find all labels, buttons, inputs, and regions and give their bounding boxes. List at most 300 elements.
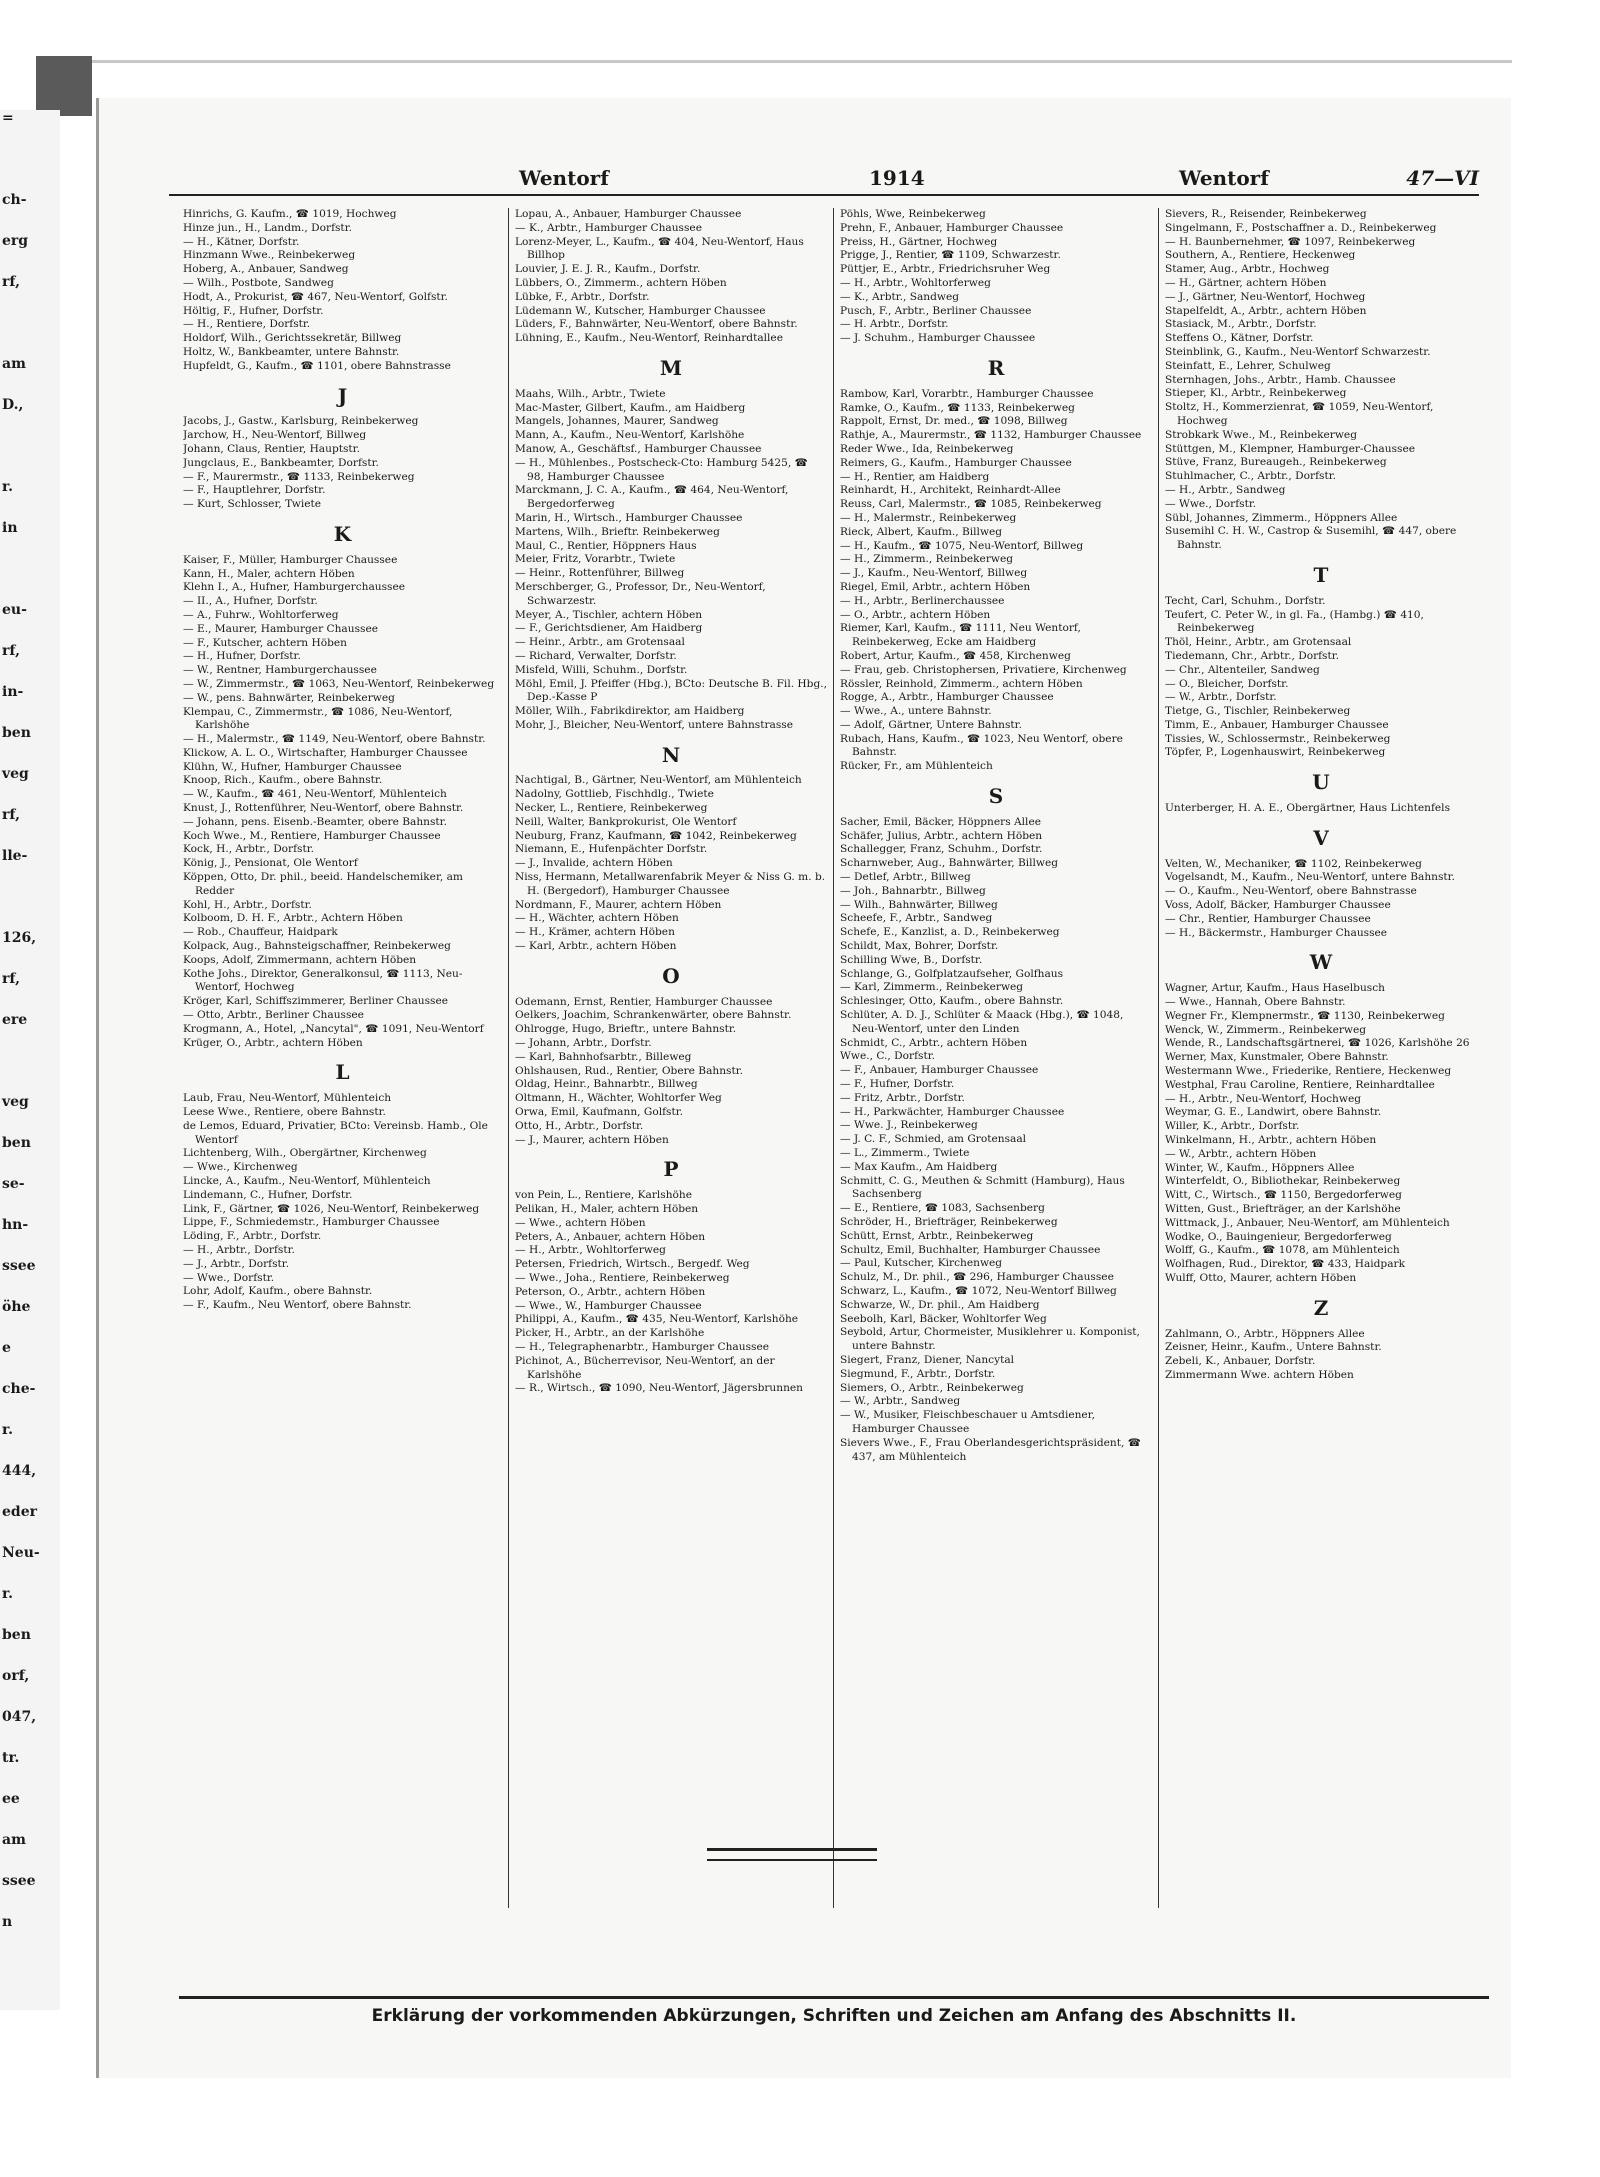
directory-entry: Ohlrogge, Hugo, Brieftr., untere Bahnstr. (515, 1023, 737, 1036)
section-letter: W (1309, 950, 1333, 975)
section-letter: M (659, 355, 683, 380)
directory-entry: — W., Arbtr., Sandweg (840, 1395, 961, 1408)
prev-page-fragment: Neu- (2, 1545, 40, 1561)
directory-entry: — J., Kaufm., Neu-Wentorf, Billweg (840, 567, 1028, 580)
directory-entry: Möller, Wilh., Fabrikdirektor, am Haidberg (515, 705, 745, 718)
directory-entry: Nadolny, Gottlieb, Fischhdlg., Twiete (515, 788, 714, 801)
directory-entry: Oelkers, Joachim, Schrankenwärter, obere Bahnstr. (515, 1009, 792, 1022)
directory-entry: — H., Kaufm., ☎ 1075, Neu-Wentorf, Billweg (840, 539, 1084, 552)
directory-entry: — A., Fuhrw., Wohltorferweg (183, 608, 339, 621)
directory-entry: — Johann, Arbtr., Dorfstr. (515, 1037, 652, 1050)
prev-page-fragment: se- (2, 1176, 25, 1192)
directory-entry: Strobkark Wwe., M., Reinbekerweg (1165, 428, 1357, 441)
directory-entry: Holdorf, Wilh., Gerichtssekretär, Billweg (183, 332, 402, 345)
directory-entry: Steffens O., Kätner, Dorfstr. (1165, 332, 1314, 345)
directory-entry: Zebeli, K., Anbauer, Dorfstr. (1165, 1355, 1316, 1368)
prev-page-fragment: hn- (2, 1217, 29, 1233)
directory-entry: Kröger, Karl, Schiffszimmerer, Berliner Chaussee (183, 995, 449, 1008)
directory-entry: Krüger, O., Arbtr., achtern Höben (183, 1036, 363, 1049)
directory-entry: Philippi, A., Kaufm., ☎ 435, Neu-Wentorf, Karlshöhe (515, 1313, 799, 1326)
directory-entry: Hinzmann Wwe., Reinbekerweg (183, 249, 356, 262)
directory-entry: Merschberger, G., Professor, Dr., Neu-Wentorf, Schwarzestr. (515, 580, 766, 607)
directory-entry: — Rob., Chauffeur, Haidpark (183, 926, 338, 939)
directory-entry: Wodke, O., Bauingenieur, Bergedorferweg (1165, 1230, 1392, 1243)
directory-entry: Weymar, G. E., Landwirt, obere Bahnstr. (1165, 1106, 1382, 1119)
prev-page-fragment: ere (2, 1012, 28, 1028)
directory-entry: Sievers, R., Reisender, Reinbekerweg (1165, 208, 1367, 220)
directory-entry: — J., Invalide, achtern Höben (515, 857, 673, 870)
directory-entry: — Chr., Rentier, Hamburger Chaussee (1165, 912, 1371, 925)
prev-page-fragment: rf, (2, 274, 20, 290)
prev-page-fragment: ssee (2, 1873, 36, 1889)
directory-entry: Wolfhagen, Rud., Direktor, ☎ 433, Haidpark (1165, 1258, 1406, 1271)
directory-entry: Töpfer, P., Logenhauswirt, Reinbekerweg (1165, 746, 1386, 759)
directory-entry: Necker, L., Rentiere, Reinbekerweg (515, 802, 708, 815)
directory-entry: Zahlmann, O., Arbtr., Höppners Allee (1165, 1327, 1365, 1340)
directory-entry: Schwarz, L., Kaufm., ☎ 1072, Neu-Wentorf Billweg (840, 1284, 1117, 1297)
directory-entry: — F., Hufner, Dorfstr. (840, 1078, 955, 1091)
directory-entry: Oltmann, H., Wächter, Wohltorfer Weg (515, 1092, 722, 1105)
directory-entry: Rogge, A., Arbtr., Hamburger Chaussee (840, 691, 1054, 704)
directory-entry: Meier, Fritz, Vorarbtr., Twiete (515, 553, 676, 566)
directory-entry: Schulz, M., Dr. phil., ☎ 296, Hamburger Chaussee (840, 1271, 1114, 1284)
prev-page-fragment: r. (2, 1422, 13, 1438)
directory-entry: Singelmann, F., Postschaffner a. D., Reinbekerweg (1165, 221, 1437, 234)
directory-entry: — Max Kaufm., Am Haidberg (840, 1160, 998, 1173)
directory-entry: Hinze jun., H., Landm., Dorfstr. (183, 221, 352, 234)
page-number: 47—VI (1406, 166, 1479, 190)
directory-entry: — W., Kaufm., ☎ 461, Neu-Wentorf, Mühlenteich (183, 788, 447, 801)
directory-entry: Rambow, Karl, Vorarbtr., Hamburger Chaussee (840, 387, 1094, 400)
directory-entry: — H., Malermstr., ☎ 1149, Neu-Wentorf, obere Bahnstr. (183, 733, 486, 746)
directory-entry: Lopau, A., Anbauer, Hamburger Chaussee (515, 208, 742, 220)
directory-entry: Siegert, Franz, Diener, Nancytal (840, 1353, 1015, 1366)
prev-page-fragment: öhe (2, 1299, 31, 1315)
directory-entry: Laub, Frau, Neu-Wentorf, Mühlenteich (183, 1092, 392, 1105)
directory-entry: Siemers, O., Arbtr., Reinbekerweg (840, 1381, 1024, 1394)
directory-entry: Steinfatt, E., Lehrer, Schulweg (1165, 359, 1331, 372)
directory-entry: Riegel, Emil, Arbtr., achtern Höben (840, 580, 1031, 593)
directory-entry: Odemann, Ernst, Rentier, Hamburger Chaussee (515, 995, 773, 1008)
directory-entry: Tietge, G., Tischler, Reinbekerweg (1165, 705, 1351, 718)
directory-entry: — F., Maurermstr., ☎ 1133, Reinbekerweg (183, 470, 415, 483)
directory-entry: Lorenz-Meyer, L., Kaufm., ☎ 404, Neu-Wentorf, Haus Billhop (515, 235, 804, 262)
directory-entry: — Fritz, Arbtr., Dorfstr. (840, 1091, 965, 1104)
directory-entry: Lüdemann W., Kutscher, Hamburger Chaussee (515, 304, 766, 317)
directory-entry: Lindemann, C., Hufner, Dorfstr. (183, 1188, 353, 1201)
directory-entry: Scharnweber, Aug., Bahnwärter, Billweg (840, 857, 1059, 870)
prev-page-fragment: r. (2, 1586, 13, 1602)
directory-entry: Sacher, Emil, Bäcker, Höppners Allee (840, 815, 1041, 828)
directory-entry: Neill, Walter, Bankprokurist, Ole Wentorf (515, 815, 737, 828)
directory-entry: Mohr, J., Bleicher, Neu-Wentorf, untere Bahnstrasse (515, 718, 793, 731)
directory-entry: Tiedemann, Chr., Arbtr., Dorfstr. (1165, 649, 1340, 662)
directory-entry: Wegner Fr., Klempnermstr., ☎ 1130, Reinbekerweg (1165, 1009, 1445, 1022)
section-letter: L (335, 1060, 350, 1085)
directory-entry: Mangels, Johannes, Maurer, Sandweg (515, 415, 719, 428)
directory-entry: Löding, F., Arbtr., Dorfstr. (183, 1230, 322, 1243)
directory-entry: Stasiack, M., Arbtr., Dorfstr. (1165, 318, 1317, 331)
directory-entry: de Lemos, Eduard, Privatier, BCto: Vereinsb. Hamb., Ole Wentorf (183, 1119, 488, 1146)
directory-entry: — F., Anbauer, Hamburger Chaussee (840, 1064, 1039, 1077)
directory-entry: Holtz, W., Bankbeamter, untere Bahnstr. (183, 345, 400, 358)
directory-entry: Westphal, Frau Caroline, Rentiere, Reinhardtallee (1165, 1078, 1435, 1091)
directory-entry: Unterberger, H. A. E., Obergärtner, Haus Lichtenfels (1165, 802, 1451, 815)
directory-entry: — H., Arbtr., Neu-Wentorf, Hochweg (1165, 1092, 1362, 1105)
directory-entry: Timm, E., Anbauer, Hamburger Chaussee (1165, 718, 1389, 731)
directory-entry: Schwarze, W., Dr. phil., Am Haidberg (840, 1298, 1040, 1311)
directory-entry: Mac-Master, Gilbert, Kaufm., am Haidberg (515, 401, 746, 414)
directory-entry: Kohl, H., Arbtr., Dorfstr. (183, 898, 312, 911)
prev-page-fragment: erg (2, 233, 29, 249)
directory-entry: Rubach, Hans, Kaufm., ☎ 1023, Neu Wentorf, obere Bahnstr. (840, 732, 1123, 759)
directory-entry: Witten, Gust., Briefträger, an der Karlshöhe (1165, 1203, 1401, 1215)
directory-entry: Möhl, Emil, J. Pfeiffer (Hbg.), BCto: Deutsche B. Fil. Hbg., Dep.-Kasse P (515, 677, 827, 704)
prev-page-fragment: ch- (2, 192, 27, 208)
prev-page-fragment: lle- (2, 848, 28, 864)
directory-entry: — Johann, pens. Eisenb.-Beamter, obere Bahnstr. (183, 815, 447, 828)
directory-entry: Link, F., Gärtner, ☎ 1026, Neu-Wentorf, Reinbekerweg (183, 1202, 480, 1215)
directory-entry: Hinrichs, G. Kaufm., ☎ 1019, Hochweg (183, 208, 397, 220)
prev-page-fragment: rf, (2, 643, 20, 659)
directory-entry: König, J., Pensionat, Ole Wentorf (183, 857, 358, 870)
directory-entry: Lüders, F., Bahnwärter, Neu-Wentorf, obere Bahnstr. (515, 318, 798, 331)
directory-entry: — R., Wirtsch., ☎ 1090, Neu-Wentorf, Jägersbrunnen (515, 1382, 803, 1395)
section-letter: U (1312, 770, 1330, 795)
directory-entry: — W., Arbtr., Dorfstr. (1165, 691, 1277, 704)
directory-entry: Winterfeldt, O., Bibliothekar, Reinbekerweg (1165, 1175, 1401, 1188)
directory-entry: Krogmann, A., Hotel, „Nancytal", ☎ 1091, Neu-Wentorf (183, 1022, 484, 1035)
directory-entry: — Richard, Verwalter, Dorfstr. (515, 649, 677, 662)
directory-entry: — K., Arbtr., Sandweg (840, 290, 960, 303)
directory-entry: Rücker, Fr., am Mühlenteich (840, 760, 993, 773)
directory-column-4 (1158, 208, 1483, 1908)
prev-page-fragment: r. (2, 479, 13, 495)
directory-entry: Sübl, Johannes, Zimmerm., Höppners Allee (1165, 511, 1398, 524)
directory-entry: — J., Maurer, achtern Höben (515, 1133, 669, 1146)
prev-page-fragment: = (2, 110, 14, 126)
header-town-right: Wentorf (1179, 166, 1269, 190)
prev-page-fragment: am (2, 356, 26, 372)
directory-entry: Otto, H., Arbtr., Dorfstr. (515, 1119, 644, 1132)
directory-entry: — Wilh., Bahnwärter, Billweg (840, 898, 998, 911)
directory-entry: Schlange, G., Golfplatzaufseher, Golfhaus (840, 967, 1064, 980)
directory-entry: — Wwe., Joha., Rentiere, Reinbekerweg (515, 1271, 730, 1284)
directory-entry: — Wwe., A., untere Bahnstr. (840, 705, 992, 718)
directory-entry: Rappolt, Ernst, Dr. med., ☎ 1098, Billweg (840, 415, 1068, 428)
directory-entry: Rössler, Reinhold, Zimmerm., achtern Höben (840, 677, 1083, 690)
directory-entry: Schlesinger, Otto, Kaufm., obere Bahnstr. (840, 995, 1064, 1008)
directory-entry: Teufert, C. Peter W., in gl. Fa., (Hambg.) ☎ 410, Reinbekerweg (1165, 608, 1424, 635)
prev-page-fragment: 444, (2, 1463, 37, 1479)
directory-entry: Schultz, Emil, Buchhalter, Hamburger Chaussee (840, 1243, 1101, 1256)
directory-entry: — Wwe., Kirchenweg (183, 1161, 298, 1174)
directory-entry: — Wwe., Hannah, Obere Bahnstr. (1165, 996, 1346, 1009)
prev-page-fragment: ee (2, 1791, 20, 1807)
directory-entry: — H., Arbtr., Berlinerchaussee (840, 594, 1005, 607)
section-letter: T (1313, 562, 1329, 587)
directory-entry: — H., Krämer, achtern Höben (515, 926, 675, 939)
directory-entry: — E., Maurer, Hamburger Chaussee (183, 622, 378, 635)
directory-entry: — Karl, Bahnhofsarbtr., Billeweg (515, 1050, 692, 1063)
directory-entry: Siegmund, F., Arbtr., Dorfstr. (840, 1367, 996, 1380)
directory-entry: — H., Arbtr., Sandweg (1165, 483, 1286, 496)
directory-entry: — H., Arbtr., Wohltorferweg (515, 1244, 666, 1257)
directory-entry: — W., Zimmermstr., ☎ 1063, Neu-Wentorf, Reinbekerweg (183, 677, 495, 690)
directory-entry: Kann, H., Maler, achtern Höben (183, 567, 355, 580)
directory-entry: Sievers Wwe., F., Frau Oberlandesgerichtspräsident, ☎ 437, am Mühlenteich (840, 1436, 1141, 1463)
directory-entry: Nordmann, F., Maurer, achtern Höben (515, 898, 722, 911)
prev-page-fragment: D., (2, 397, 24, 413)
section-letter: J (337, 383, 348, 408)
prev-page-fragment: tr. (2, 1750, 20, 1766)
directory-entry: Stieper, Kl., Arbtr., Reinbekerweg (1165, 387, 1347, 400)
directory-entry: Meyer, A., Tischler, achtern Höben (515, 608, 703, 621)
directory-entry: — W., Arbtr., achtern Höben (1165, 1147, 1317, 1160)
header-year: 1914 (869, 166, 925, 190)
directory-entry: — Wwe., achtern Höben (515, 1216, 646, 1229)
directory-entry: — H., Wächter, achtern Höben (515, 912, 679, 925)
directory-entry: — H., Gärtner, achtern Höben (1165, 276, 1327, 289)
directory-entry: — F., Hauptlehrer, Dorfstr. (183, 484, 326, 497)
directory-entry: — Paul, Kutscher, Kirchenweg (840, 1257, 1003, 1270)
directory-entry: Köppen, Otto, Dr. phil., beeid. Handelschemiker, am Redder (183, 871, 463, 897)
directory-entry: Pusch, F., Arbtr., Berliner Chaussee (840, 304, 1032, 317)
directory-entry: Voss, Adolf, Bäcker, Hamburger Chaussee (1165, 899, 1391, 912)
directory-entry: Kothe Johs., Direktor, Generalkonsul, ☎ 1113, Neu-Wentorf, Hochweg (183, 967, 463, 994)
prev-page-fragment: rf, (2, 807, 20, 823)
directory-entry: — H., Malermstr., Reinbekerweg (840, 511, 1017, 524)
directory-entry: Vogelsandt, M., Kaufm., Neu-Wentorf, untere Bahnstr. (1165, 871, 1455, 884)
directory-entry: — H. Baunbernehmer, ☎ 1097, Reinbekerweg (1165, 235, 1416, 248)
directory-entry: — W., Musiker, Fleischbeschauer u Amtsdiener, Hamburger Chaussee (840, 1409, 1095, 1435)
scan-edge-mark (36, 56, 92, 116)
directory-entry: Preiss, H., Gärtner, Hochweg (840, 235, 998, 248)
directory-entry: — Wilh., Postbote, Sandweg (183, 276, 334, 289)
directory-entry: Schallegger, Franz, Schuhm., Dorfstr. (840, 843, 1043, 856)
directory-entry: — H. Arbtr., Dorfstr. (840, 318, 949, 331)
directory-entry: Höltig, F., Hufner, Dorfstr. (183, 304, 324, 317)
directory-column-2 (508, 208, 833, 1908)
directory-entry: Wolff, G., Kaufm., ☎ 1078, am Mühlenteich (1165, 1244, 1400, 1257)
directory-entry: — H., Rentiere, Dorfstr. (183, 318, 311, 331)
directory-entry: Martens, Wilh., Brieftr. Reinbekerweg (515, 525, 720, 538)
directory-entry: — L., Zimmerm., Twiete (840, 1147, 970, 1159)
directory-entry: Techt, Carl, Schuhm., Dorfstr. (1165, 594, 1326, 607)
directory-entry: Marckmann, J. C. A., Kaufm., ☎ 464, Neu-Wentorf, Bergedorferweg (515, 484, 789, 511)
directory-entry: Seebolh, Karl, Bäcker, Wohltorfer Weg (840, 1312, 1047, 1325)
directory-entry: Riemer, Karl, Kaufm., ☎ 1111, Neu Wentorf, Reinbekerweg, Ecke am Haidberg (840, 622, 1081, 649)
directory-entry: Jarchow, H., Neu-Wentorf, Billweg (183, 429, 367, 442)
directory-entry: Thöl, Heinr., Arbtr., am Grotensaal (1165, 636, 1352, 649)
scan-top-edge (92, 60, 1512, 63)
directory-entry: Schäfer, Julius, Arbtr., achtern Höben (840, 829, 1043, 842)
directory-entry: Manow, A., Geschäftsf., Hamburger Chaussee (515, 442, 762, 455)
directory-entry: Susemihl C. H. W., Castrop & Susemihl, ☎ 447, obere Bahnstr. (1165, 525, 1457, 552)
directory-entry: Koops, Adolf, Zimmermann, achtern Höben (183, 953, 417, 966)
directory-entry: Schmitt, C. G., Meuthen & Schmitt (Hamburg), Haus Sachsenberg (840, 1174, 1125, 1201)
directory-entry: — H., Rentier, am Haidberg (840, 470, 990, 483)
directory-entry: Marin, H., Wirtsch., Hamburger Chaussee (515, 511, 743, 524)
abbreviation-note: Erklärung der vorkommenden Abkürzungen, Schriften und Zeichen am Anfang des Abschnitts II. (371, 2006, 1297, 2026)
directory-entry: — F., Kaufm., Neu Wentorf, obere Bahnstr. (183, 1299, 412, 1312)
directory-entry: Nachtigal, B., Gärtner, Neu-Wentorf, am Mühlenteich (515, 774, 802, 787)
directory-entry: Kolboom, D. H. F., Arbtr., Achtern Höben (183, 912, 403, 925)
directory-entry: Leese Wwe., Rentiere, obere Bahnstr. (183, 1106, 386, 1119)
prev-page-fragment: ssee (2, 1258, 36, 1274)
directory-entry: Westermann Wwe., Friederike, Rentiere, Heckenweg (1165, 1065, 1452, 1078)
directory-entry: Niemann, E., Hufenpächter Dorfstr. (515, 843, 708, 856)
directory-entry: Zimmermann Wwe. achtern Höben (1165, 1368, 1354, 1381)
prev-page-fragment: ben (2, 1627, 31, 1643)
directory-entry: Petersen, Friedrich, Wirtsch., Bergedf. Weg (515, 1258, 750, 1271)
directory-entry: — J. Schuhm., Hamburger Chaussee (840, 332, 1036, 345)
prev-page-fragment: e (2, 1340, 11, 1356)
directory-entry: Stamer, Aug., Arbtr., Hochweg (1165, 263, 1330, 276)
section-letter: N (661, 742, 681, 767)
directory-entry: — Karl, Zimmerm., Reinbekerweg (840, 981, 1024, 994)
directory-entry: Schefe, E., Kanzlist, a. D., Reinbekerweg (840, 926, 1060, 939)
directory-entry: Maahs, Wilh., Arbtr., Twiete (515, 387, 666, 400)
directory-entry: — H., Arbtr., Dorfstr. (183, 1243, 295, 1256)
directory-entry: Reuss, Carl, Malermstr., ☎ 1085, Reinbekerweg (840, 498, 1102, 511)
directory-entry: Mann, A., Kaufm., Neu-Wentorf, Karlshöhe (515, 429, 745, 442)
directory-entry: Oldag, Heinr., Bahnarbtr., Billweg (515, 1078, 698, 1091)
directory-entry: Schütt, Ernst, Arbtr., Reinbekerweg (840, 1229, 1034, 1242)
directory-entry: Püttjer, E., Arbtr., Friedrichsruher Weg (840, 263, 1051, 276)
directory-entry: Tissies, W., Schlossermstr., Reinbekerweg (1165, 732, 1391, 745)
prev-page-fragment: veg (2, 766, 29, 782)
directory-entry: — O., Arbtr., achtern Höben (840, 608, 991, 621)
directory-entry: Wenck, W., Zimmerm., Reinbekerweg (1165, 1023, 1367, 1036)
directory-entry: — Heinr., Arbtr., am Grotensaal (515, 636, 685, 649)
directory-column-3 (833, 208, 1158, 1908)
directory-entry: Sternhagen, Johs., Arbtr., Hamb. Chaussee (1165, 373, 1396, 386)
directory-entry: Robert, Artur, Kaufm., ☎ 458, Kirchenweg (840, 649, 1071, 662)
directory-entry: Koch Wwe., M., Rentiere, Hamburger Chaussee (183, 829, 441, 842)
directory-entry: Neuburg, Franz, Kaufmann, ☎ 1042, Reinbekerweg (515, 829, 797, 842)
directory-entry: — II., A., Hufner, Dorfstr. (183, 595, 318, 608)
directory-entry: Steinblink, G., Kaufm., Neu-Wentorf Schwarzestr. (1165, 345, 1431, 358)
directory-entry: Niss, Hermann, Metallwarenfabrik Meyer & Niss G. m. b. H. (Bergedorf), Hamburger Chaussee (515, 871, 826, 897)
section-letter: S (988, 784, 1004, 809)
directory-entry: — Wwe., Dorfstr. (1165, 497, 1257, 510)
directory-entry: Werner, Max, Kunstmaler, Obere Bahnstr. (1165, 1051, 1389, 1064)
prev-page-fragment: eu- (2, 602, 27, 618)
directory-entry: Wulff, Otto, Maurer, achtern Höben (1165, 1271, 1357, 1284)
directory-entry: — Heinr., Rottenführer, Billweg (515, 567, 685, 580)
directory-entry: — Detlef, Arbtr., Billweg (840, 871, 971, 884)
directory-entry: Rathje, A., Maurermstr., ☎ 1132, Hamburger Chaussee (840, 429, 1142, 442)
directory-entry: — W., Rentner, Hamburgerchaussee (183, 664, 377, 677)
directory-entry: Kaiser, F., Müller, Hamburger Chaussee (183, 553, 398, 566)
prev-page-fragment: in- (2, 684, 24, 700)
prev-page-fragment: 126, (2, 930, 37, 946)
directory-entry: Schröder, H., Briefträger, Reinbekerweg (840, 1215, 1058, 1228)
directory-entry: — H., Zimmerm., Reinbekerweg (840, 553, 1014, 566)
prev-page-fragment: che- (2, 1381, 36, 1397)
directory-entry: Peterson, O., Arbtr., achtern Höben (515, 1285, 706, 1298)
directory-entry: Lübbers, O., Zimmerm., achtern Höben (515, 276, 727, 289)
directory-entry: — F., Kutscher, achtern Höben (183, 636, 347, 649)
section-letter: V (1313, 825, 1329, 850)
directory-entry: Maul, C., Rentier, Höppners Haus (515, 539, 697, 552)
directory-entry: — H., Kätner, Dorfstr. (183, 235, 300, 248)
directory-entry: Klühn, W., Hufner, Hamburger Chaussee (183, 760, 402, 773)
directory-entry: — W., pens. Bahnwärter, Reinbekerweg (183, 691, 395, 704)
directory-entry: Reder Wwe., Ida, Reinbekerweg (840, 442, 1014, 455)
section-letter: P (663, 1157, 679, 1182)
directory-entry: Ohlshausen, Rud., Rentier, Obere Bahnstr. (515, 1064, 744, 1077)
directory-entry: Klickow, A. L. O., Wirtschafter, Hamburger Chaussee (183, 746, 468, 759)
prev-page-fragment: eder (2, 1504, 37, 1520)
directory-entry: — H., Parkwächter, Hamburger Chaussee (840, 1105, 1065, 1118)
directory-entry: Hoberg, A., Anbauer, Sandweg (183, 263, 349, 276)
directory-entry: — J. C. F., Schmied, am Grotensaal (840, 1133, 1027, 1146)
prev-page-fragment: rf, (2, 971, 20, 987)
directory-entry: Pelikan, H., Maler, achtern Höben (515, 1203, 699, 1215)
directory-entry: Stapelfeldt, A., Arbtr., achtern Höben (1165, 304, 1367, 317)
previous-page-fragment (0, 110, 60, 2010)
directory-entry: Schilling Wwe, B., Dorfstr. (840, 953, 983, 966)
directory-entry: — Frau, geb. Christophersen, Privatiere, Kirchenweg (840, 663, 1127, 676)
directory-entry: — J., Gärtner, Neu-Wentorf, Hochweg (1165, 290, 1366, 303)
directory-entry: Seybold, Artur, Chormeister, Musiklehrer u. Komponist, untere Bahnstr. (840, 1326, 1140, 1353)
section-letter: R (987, 355, 1005, 380)
directory-entry: — Wwe., W., Hamburger Chaussee (515, 1299, 702, 1312)
directory-entry: Witt, C., Wirtsch., ☎ 1150, Bergedorferweg (1165, 1189, 1402, 1202)
directory-entry: Knust, J., Rottenführer, Neu-Wentorf, obere Bahnstr. (183, 802, 464, 815)
directory-entry: Stuhlmacher, C., Arbtr., Dorfstr. (1165, 470, 1336, 483)
prev-page-fragment: ben (2, 1135, 31, 1151)
directory-entry: Hupfeldt, G., Kaufm., ☎ 1101, obere Bahnstrasse (183, 359, 451, 372)
directory-entry: Picker, H., Arbtr., an der Karlshöhe (515, 1327, 705, 1340)
directory-entry: Wwe., C., Dorfstr. (840, 1050, 935, 1063)
directory-entry: — H., Bäckermstr., Hamburger Chaussee (1165, 926, 1388, 939)
directory-entry: Prehn, F., Anbauer, Hamburger Chaussee (840, 221, 1064, 234)
directory-entry: — Karl, Arbtr., achtern Höben (515, 940, 677, 953)
prev-page-fragment: orf, (2, 1668, 30, 1684)
directory-entry: Wende, R., Landschaftsgärtnerei, ☎ 1026, Karlshöhe 26 (1165, 1037, 1470, 1050)
directory-entry: Southern, A., Rentiere, Heckenweg (1165, 249, 1356, 262)
directory-entry: Klehn I., A., Hufner, Hamburgerchaussee (183, 581, 406, 594)
prev-page-fragment: veg (2, 1094, 29, 1110)
directory-entry: Velten, W., Mechaniker, ☎ 1102, Reinbekerweg (1165, 857, 1422, 870)
prev-page-fragment: 047, (2, 1709, 37, 1725)
directory-entry: — Joh., Bahnarbtr., Billweg (840, 884, 986, 897)
directory-entry: Peters, A., Anbauer, achtern Höben (515, 1230, 706, 1243)
directory-entry: Johann, Claus, Rentier, Hauptstr. (183, 442, 360, 455)
directory-page (96, 98, 1511, 2078)
directory-entry: Schmidt, C., Arbtr., achtern Höben (840, 1036, 1028, 1049)
directory-entry: Lühning, E., Kaufm., Neu-Wentorf, Reinhardtallee (515, 332, 783, 345)
directory-entry: Schildt, Max, Bohrer, Dorfstr. (840, 940, 999, 953)
directory-entry: Winkelmann, H., Arbtr., achtern Höben (1165, 1134, 1377, 1147)
directory-entry: Zeisner, Heinr., Kaufm., Untere Bahnstr. (1165, 1341, 1382, 1354)
section-letter: O (662, 963, 680, 988)
directory-entry: Lincke, A., Kaufm., Neu-Wentorf, Mühlenteich (183, 1175, 431, 1187)
prev-page-fragment: n (2, 1914, 13, 1930)
footer-rule (179, 1996, 1489, 1999)
directory-entry: — H., Arbtr., Wohltorferweg (840, 276, 991, 289)
directory-entry: — Wwe. J., Reinbekerweg (840, 1119, 978, 1132)
directory-entry: Klempau, C., Zimmermstr., ☎ 1086, Neu-Wentorf, Karlshöhe (183, 705, 453, 732)
directory-entry: Lichtenberg, Wilh., Obergärtner, Kirchenweg (183, 1147, 427, 1160)
directory-entry: — E., Rentiere, ☎ 1083, Sachsenberg (840, 1202, 1045, 1215)
directory-entry: Hodt, A., Prokurist, ☎ 467, Neu-Wentorf, Golfstr. (183, 290, 448, 303)
directory-entry: Pichinot, A., Bücherrevisor, Neu-Wentorf, an der Karlshöhe (515, 1354, 775, 1381)
directory-entry: Prigge, J., Rentier, ☎ 1109, Schwarzestr. (840, 249, 1061, 262)
